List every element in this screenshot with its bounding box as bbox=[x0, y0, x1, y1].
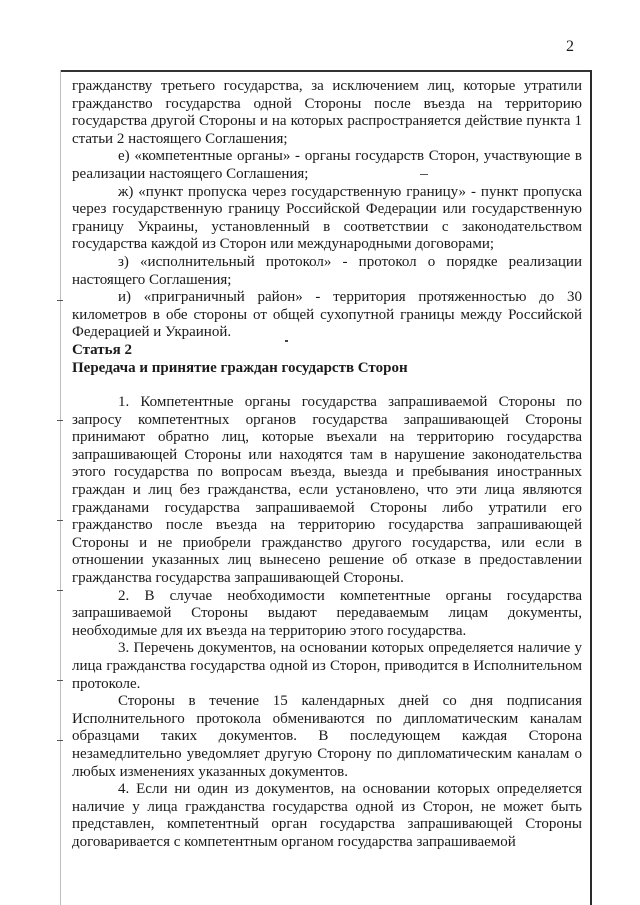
paragraph-4: 4. Если ни один из документов, на основании которых определяется наличие у лица гражданства государства одной из Сторон, не может быть представлен, компетентный орган государства запрашивающей Стороны договаривается с компетентным органом государства запрашиваемой bbox=[72, 781, 582, 850]
right-margin-edge bbox=[590, 70, 592, 905]
top-border-line bbox=[60, 70, 590, 72]
margin-tick-mark bbox=[57, 300, 63, 301]
paragraph-3-continued: Стороны в течение 15 календарных дней со дня подписания Исполнительного протокола обмениваются по дипломатическим каналам образцами таких документов. В последующем каждая Сторона незамедлительно уведомляет другую Сторону по дипломатическим каналам о любых изменениях указанных документов. bbox=[72, 693, 582, 780]
article-number: Статья 2 bbox=[72, 341, 132, 358]
definition-zh: ж) «пункт пропуска через государственную границу» - пункт пропуска через государственную границу Российской Федерации или государственную границу Украины, установленный в соответствии с законодательством государства каждой из Сторон или международными договорами; bbox=[72, 183, 582, 253]
definition-i: и) «приграничный район» - территория протяженностью до 30 километров в обе стороны от общей сухопутной границы между Российской Федерацией и Украиной. bbox=[72, 289, 582, 341]
paragraph-3: 3. Перечень документов, на основании которых определяется наличие у лица гражданства государства одной из Сторон, приводится в Исполнительном протоколе. bbox=[72, 640, 582, 692]
margin-tick-mark bbox=[57, 520, 63, 521]
definition-z: з) «исполнительный протокол» - протокол о порядке реализации настоящего Соглашения; bbox=[72, 253, 582, 288]
margin-tick-mark bbox=[57, 680, 63, 681]
margin-tick-mark bbox=[57, 590, 63, 591]
article-title: Передача и принятие граждан государств Сторон bbox=[72, 359, 408, 376]
margin-tick-mark bbox=[57, 740, 63, 741]
margin-tick-mark bbox=[57, 420, 63, 421]
definition-e: е) «компетентные органы» - органы государств Сторон, участвующие в реализации настоящего Соглашения; bbox=[72, 148, 582, 182]
paragraph-2: 2. В случае необходимости компетентные органы государства запрашиваемой Стороны выдают передаваемым лицам документы, необходимые для их въезда на территорию этого государства. bbox=[72, 587, 582, 639]
intro-paragraph: гражданству третьего государства, за исключением лиц, которые утратили гражданство государства одной Стороны после въезда на территорию государства другой Стороны и на которых распространяется действие пункта 1 статьи 2 настоящего Соглашения; bbox=[72, 78, 582, 147]
paragraph-1: 1. Компетентные органы государства запрашиваемой Стороны по запросу компетентных органов государства запрашивающей Стороны принимают обратно лиц, которые въехали на территорию государства запрашивающей Стороны или находятся там в нарушение законодательства этого государства по вопросам въезда, выезда и пребывания иностранных граждан и лиц без гражданства, если установлено, что эти лица являются гражданами государства запрашиваемой Стороны либо утратили его гражданство после въезда на территорию государства запрашивающей Стороны и не приобрели гражданство другого государства, или если в отношении указанных лиц вынесено решение об отказе в предоставлении гражданства государства запрашивающей Стороны. bbox=[72, 394, 582, 587]
page-number: 2 bbox=[566, 38, 574, 55]
left-margin-edge bbox=[60, 70, 61, 905]
spacer bbox=[72, 377, 582, 394]
document-text bbox=[72, 78, 582, 852]
